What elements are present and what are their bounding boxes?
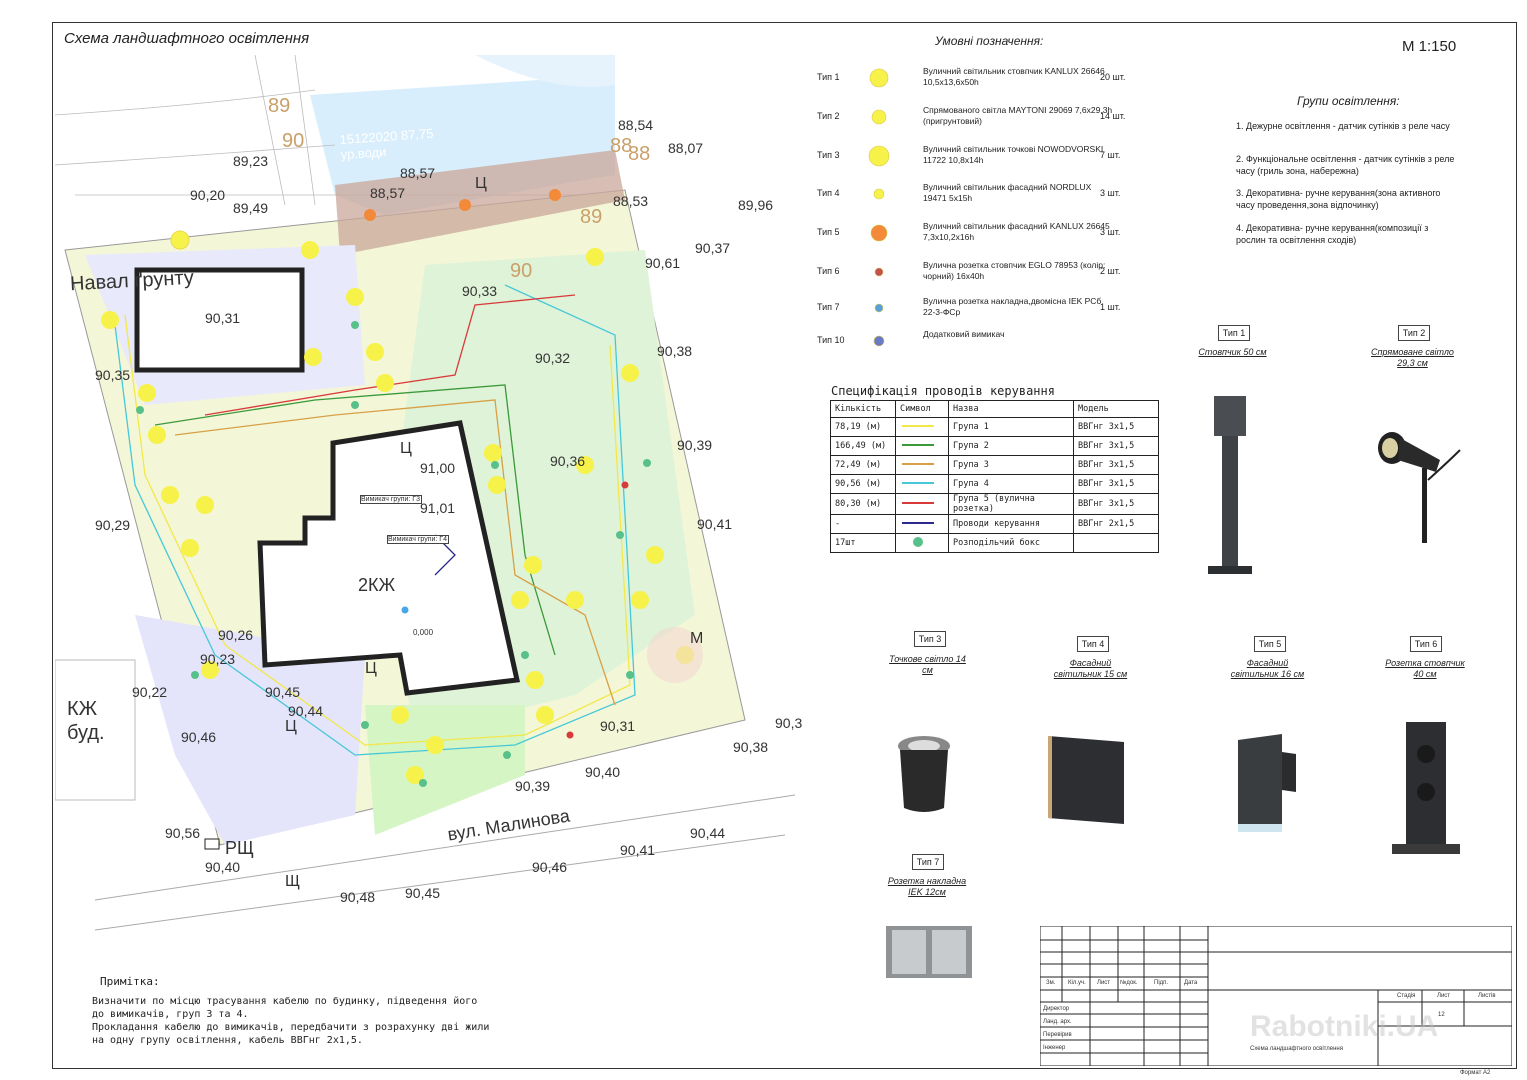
bollard-light-image <box>1200 390 1270 585</box>
stamp-col-6: Дата <box>1184 980 1198 986</box>
socket-surface-image <box>882 920 977 982</box>
legend-quantity: 1 шт. <box>1100 302 1121 312</box>
spec-row <box>831 418 1159 437</box>
watermark: Rabotniki.UA <box>1250 1010 1439 1043</box>
spec-model: ВВГнг 3х1,5 <box>1074 494 1159 515</box>
elevation-mark: 90,36 <box>550 453 586 469</box>
stamp-format: Формат А2 <box>1460 1070 1491 1076</box>
elevation-mark: 90,39 <box>677 437 713 453</box>
panel-label: РЩ <box>225 838 254 858</box>
neighbor-label-1: КЖ <box>67 698 98 720</box>
spec-row <box>831 437 1159 456</box>
spec-model: ВВГнг 3х1,5 <box>1074 456 1159 475</box>
spec-name: Проводи керування <box>949 515 1074 534</box>
stamp-role-4: Інженер <box>1043 1045 1066 1051</box>
elevation-mark: 90,31 <box>205 310 241 326</box>
spec-model: ВВГнг 3х1,5 <box>1074 475 1159 494</box>
ground-light-image <box>888 728 968 818</box>
plan-marker: Щ <box>285 873 300 890</box>
spec-name: Група 4 <box>949 475 1074 494</box>
spec-symbol <box>896 418 949 437</box>
spec-header-name: Назва <box>949 401 1074 418</box>
product-label-type3: Тип 3 <box>914 631 946 647</box>
spec-row <box>831 456 1159 475</box>
product-caption-type2: Спрямоване світло 29,3 см <box>1371 347 1454 368</box>
stamp-col-5: Підп. <box>1154 980 1169 986</box>
elevation-mark: 91,01 <box>420 500 456 516</box>
elevation-mark: 90,33 <box>462 283 498 299</box>
elevation-mark: 90,37 <box>695 240 731 256</box>
legend-quantity: 2 шт. <box>1100 266 1121 276</box>
product-label-type1: Тип 1 <box>1218 325 1250 341</box>
elevation-mark: 89,23 <box>233 153 269 169</box>
legend-type: Тип 3 <box>817 150 840 160</box>
legend-quantity: 3 шт. <box>1100 188 1121 198</box>
legend-description: Вуличний світильник фасадний KANLUX 26645 7,3х10,2х16h <box>923 221 1110 242</box>
elevation-mark: 90,38 <box>657 343 693 359</box>
product-caption-type5: Фасадний світильник 16 см <box>1230 658 1305 679</box>
legend-description: Спрямованого світла MAYTONI 29069 7,6х29,3h (пригрунтовий) <box>923 105 1113 126</box>
legend-type: Тип 2 <box>817 111 840 121</box>
elevation-mark: 90,45 <box>405 885 441 901</box>
product-caption-type3: Точкове світло 14 см <box>889 654 966 675</box>
elevation-mark: 90,26 <box>218 627 254 643</box>
legend-description: Додатковий вимикач <box>923 329 1005 339</box>
plan-marker: Ц <box>365 660 377 677</box>
switch-label-g4: Вимикач групи: Г4 <box>388 536 447 543</box>
neighbor-label-2: буд. <box>67 722 105 744</box>
groups-title: Групи освітлення: <box>1297 94 1400 108</box>
facade-light-image <box>1042 730 1132 830</box>
elevation-mark: 91,00 <box>420 460 456 476</box>
spec-symbol <box>896 475 949 494</box>
plan-marker: 89 <box>268 95 291 117</box>
stamp-col-3: Лист <box>1097 980 1111 986</box>
spec-model: ВВГнг 2х1,5 <box>1074 515 1159 534</box>
elevation-mark: 0,000 <box>413 628 434 637</box>
notes-heading: Примітка: <box>100 975 160 988</box>
elevation-mark: 90,35 <box>95 367 131 383</box>
elevation-mark: 90,44 <box>690 825 726 841</box>
legend-quantity: 3 шт. <box>1100 227 1121 237</box>
socket-surface-icon <box>867 296 891 320</box>
group-item: 4. Декоративна- ручне керування(композиції з рослин та освітлення сходів) <box>1236 223 1429 245</box>
elevation-mark: 90,32 <box>535 350 571 366</box>
stamp-role-2: Ланд. арх. <box>1043 1019 1072 1025</box>
stamp-col-4: №док. <box>1120 980 1138 986</box>
facade-cone-light-image <box>1232 730 1307 840</box>
note-line-1: Визначити по місцю трасування кабелю по будинку, підведення його до вимикачів, груп 3 та 4. <box>92 996 478 1020</box>
elevation-mark: 90,29 <box>95 517 131 533</box>
product-caption-type1: Стовпчик 50 см <box>1198 347 1267 357</box>
stamp-role-3: Перевірив <box>1043 1032 1072 1038</box>
legend-type: Тип 5 <box>817 227 840 237</box>
spec-qty: 166,49 (м) <box>831 437 896 456</box>
bollard-light-icon <box>867 66 891 90</box>
plan-marker: 89 <box>580 206 603 228</box>
scale-label: M 1:150 <box>1402 38 1457 55</box>
spec-row <box>831 534 1159 553</box>
spec-table <box>830 400 1159 553</box>
plan-marker: Ц <box>400 440 412 457</box>
spec-row <box>831 494 1159 515</box>
spec-title: Специфікація проводів керування <box>831 384 1055 398</box>
water-level-label: 15122020 87,75 ур.води <box>339 125 434 163</box>
elevation-mark: 90,31 <box>600 718 636 734</box>
elevation-mark: 90,40 <box>585 764 621 780</box>
spec-qty: 80,30 (м) <box>831 494 896 515</box>
legend-quantity: 14 шт. <box>1100 111 1126 121</box>
legend-quantity: 7 шт. <box>1100 150 1121 160</box>
group-item: 2. Функціональне освітлення - датчик сутінків з реле часу (гриль зона, набережна) <box>1236 154 1455 176</box>
spec-qty: - <box>831 515 896 534</box>
legend-description: Вуличний світильник фасадний NORDLUX 19471 5х15h <box>923 182 1092 203</box>
elevation-mark: 90,20 <box>190 187 226 203</box>
socket-post-icon <box>867 260 891 284</box>
product-caption-type7: Розетка накладна IEK 12см <box>887 876 967 897</box>
spec-header-qty: Кількість <box>831 401 896 418</box>
spec-symbol <box>896 515 949 534</box>
spec-qty: 17шт <box>831 534 896 553</box>
elevation-mark: 90,39 <box>515 778 551 794</box>
spec-qty: 78,19 (м) <box>831 418 896 437</box>
elevation-mark: 88,57 <box>400 165 436 181</box>
ground-light-icon <box>867 144 891 168</box>
stamp-sheet-head: Лист <box>1437 993 1451 999</box>
elevation-mark: 90,45 <box>265 684 301 700</box>
plan-marker: 90 <box>282 130 305 152</box>
legend-description: Вулична розетка накладна,двомісна IEK РСб 22-3-ФСр <box>923 296 1102 317</box>
stamp-sheet-number: 12 <box>1438 1012 1445 1018</box>
stamp-role-1: Директор <box>1043 1006 1070 1012</box>
spec-header-symbol: Символ <box>896 401 949 418</box>
socket-post-image <box>1386 718 1468 858</box>
spec-model: ВВГнг 3х1,5 <box>1074 418 1159 437</box>
elevation-mark: 88,53 <box>613 193 649 209</box>
spec-qty: 72,49 (м) <box>831 456 896 475</box>
spec-model: ВВГнг 3х1,5 <box>1074 437 1159 456</box>
spec-row <box>831 475 1159 494</box>
elevation-mark: 89,49 <box>233 200 269 216</box>
elevation-mark: 90,46 <box>532 859 568 875</box>
spec-symbol <box>896 437 949 456</box>
legend-type: Тип 4 <box>817 188 840 198</box>
elevation-mark: 90,41 <box>697 516 733 532</box>
product-label-type7: Тип 7 <box>912 854 944 870</box>
group-item: 1. Дежурне освітлення - датчик сутінків з реле часу <box>1236 121 1450 131</box>
plan-marker: 88 <box>628 143 651 165</box>
elevation-mark: 90,22 <box>132 684 168 700</box>
elevation-mark: 88,54 <box>618 117 654 133</box>
spec-symbol <box>896 494 949 515</box>
legend-quantity: 20 шт. <box>1100 72 1126 82</box>
legend-description: Вуличний світильник стовпчик KANLUX 26646 10,5х13,6х50h <box>923 66 1105 87</box>
elevation-mark: 90,40 <box>205 859 241 875</box>
switch-label-g3: Вимикач групи: Г3 <box>361 496 420 503</box>
spot-light-image <box>1370 420 1465 550</box>
switch-icon <box>867 329 891 353</box>
product-label-type4: Тип 4 <box>1077 636 1109 652</box>
elevation-mark: 90,23 <box>200 651 236 667</box>
plan-marker: Ц <box>475 175 487 192</box>
elevation-mark: 89,96 <box>738 197 774 213</box>
mound-label: Навал ґрунту <box>69 266 195 296</box>
product-caption-type4: Фасадний світильник 15 см <box>1053 658 1128 679</box>
legend-type: Тип 10 <box>817 335 845 345</box>
legend-description: Вулична розетка стовпчик EGLO 78953 (колір: чорний) 16х40h <box>923 260 1106 281</box>
elevation-mark: 90,56 <box>165 825 201 841</box>
facade-light-icon <box>867 182 891 206</box>
elevation-mark: 88,57 <box>370 185 406 201</box>
legend-type: Тип 7 <box>817 302 840 312</box>
plan-marker: М <box>690 630 704 647</box>
facade-cone-light-icon <box>867 221 891 245</box>
elevation-mark: 90,46 <box>181 729 217 745</box>
elevation-mark: 90,3 <box>775 715 803 731</box>
product-label-type2: Тип 2 <box>1398 325 1430 341</box>
elevation-mark: 90,44 <box>288 703 324 719</box>
legend-description: Вуличний світильник точкові NOWODVORSKI 11722 10,8х14h <box>923 144 1104 165</box>
legend-type: Тип 6 <box>817 266 840 276</box>
street-edge-2 <box>95 835 785 930</box>
street-label: вул. Малинова <box>446 805 572 845</box>
elevation-mark: 90,61 <box>645 255 681 271</box>
product-label-type5: Тип 5 <box>1254 636 1286 652</box>
legend-type: Тип 1 <box>817 72 840 82</box>
stamp-col-2: Кіл.уч. <box>1068 980 1086 986</box>
plan-marker: Ц <box>285 718 297 735</box>
spec-name: Група 2 <box>949 437 1074 456</box>
spec-row <box>831 515 1159 534</box>
elevation-mark: 90,38 <box>733 739 769 755</box>
spec-name: Розподільчий бокс <box>949 534 1074 553</box>
spec-name: Група 5 (вулична розетка) <box>949 494 1074 515</box>
stamp-col-1: Зм. <box>1046 980 1056 986</box>
page-title: Схема ландшафтного освітлення <box>64 30 310 47</box>
house-label: 2КЖ <box>358 575 396 595</box>
stamp-stage-head: Стадія <box>1397 993 1416 999</box>
legend-title: Умовні позначення: <box>935 34 1044 48</box>
stamp-drawing-name: Схема ландшафтного освітлення <box>1250 1046 1343 1052</box>
spec-header-model: Модель <box>1074 401 1159 418</box>
plan-marker: 88 <box>610 135 633 157</box>
group-item: 3. Декоративна- ручне керування(зона активного часу проведення,зона відпочинку) <box>1236 188 1441 210</box>
stamp-sheets-head: Листів <box>1478 993 1496 999</box>
spot-light-icon <box>867 105 891 129</box>
spec-name: Група 3 <box>949 456 1074 475</box>
spec-name: Група 1 <box>949 418 1074 437</box>
spec-model <box>1074 534 1159 553</box>
elevation-mark: 88,07 <box>668 140 704 156</box>
product-caption-type6: Розетка стовпчик 40 см <box>1385 658 1465 679</box>
plan-marker: 90 <box>510 260 533 282</box>
elevation-mark: 90,48 <box>340 889 376 905</box>
street-edge-1 <box>95 795 795 900</box>
spec-symbol <box>896 534 949 553</box>
product-label-type6: Тип 6 <box>1410 636 1442 652</box>
spec-symbol <box>896 456 949 475</box>
elevation-mark: 90,41 <box>620 842 656 858</box>
note-line-2: Прокладання кабелю до вимикачів, передбачити з розрахунку дві жили на одну групу освітлення, кабель ВВГнг 2х1,5. <box>92 1022 490 1046</box>
panel-box <box>205 839 219 849</box>
spec-qty: 90,56 (м) <box>831 475 896 494</box>
